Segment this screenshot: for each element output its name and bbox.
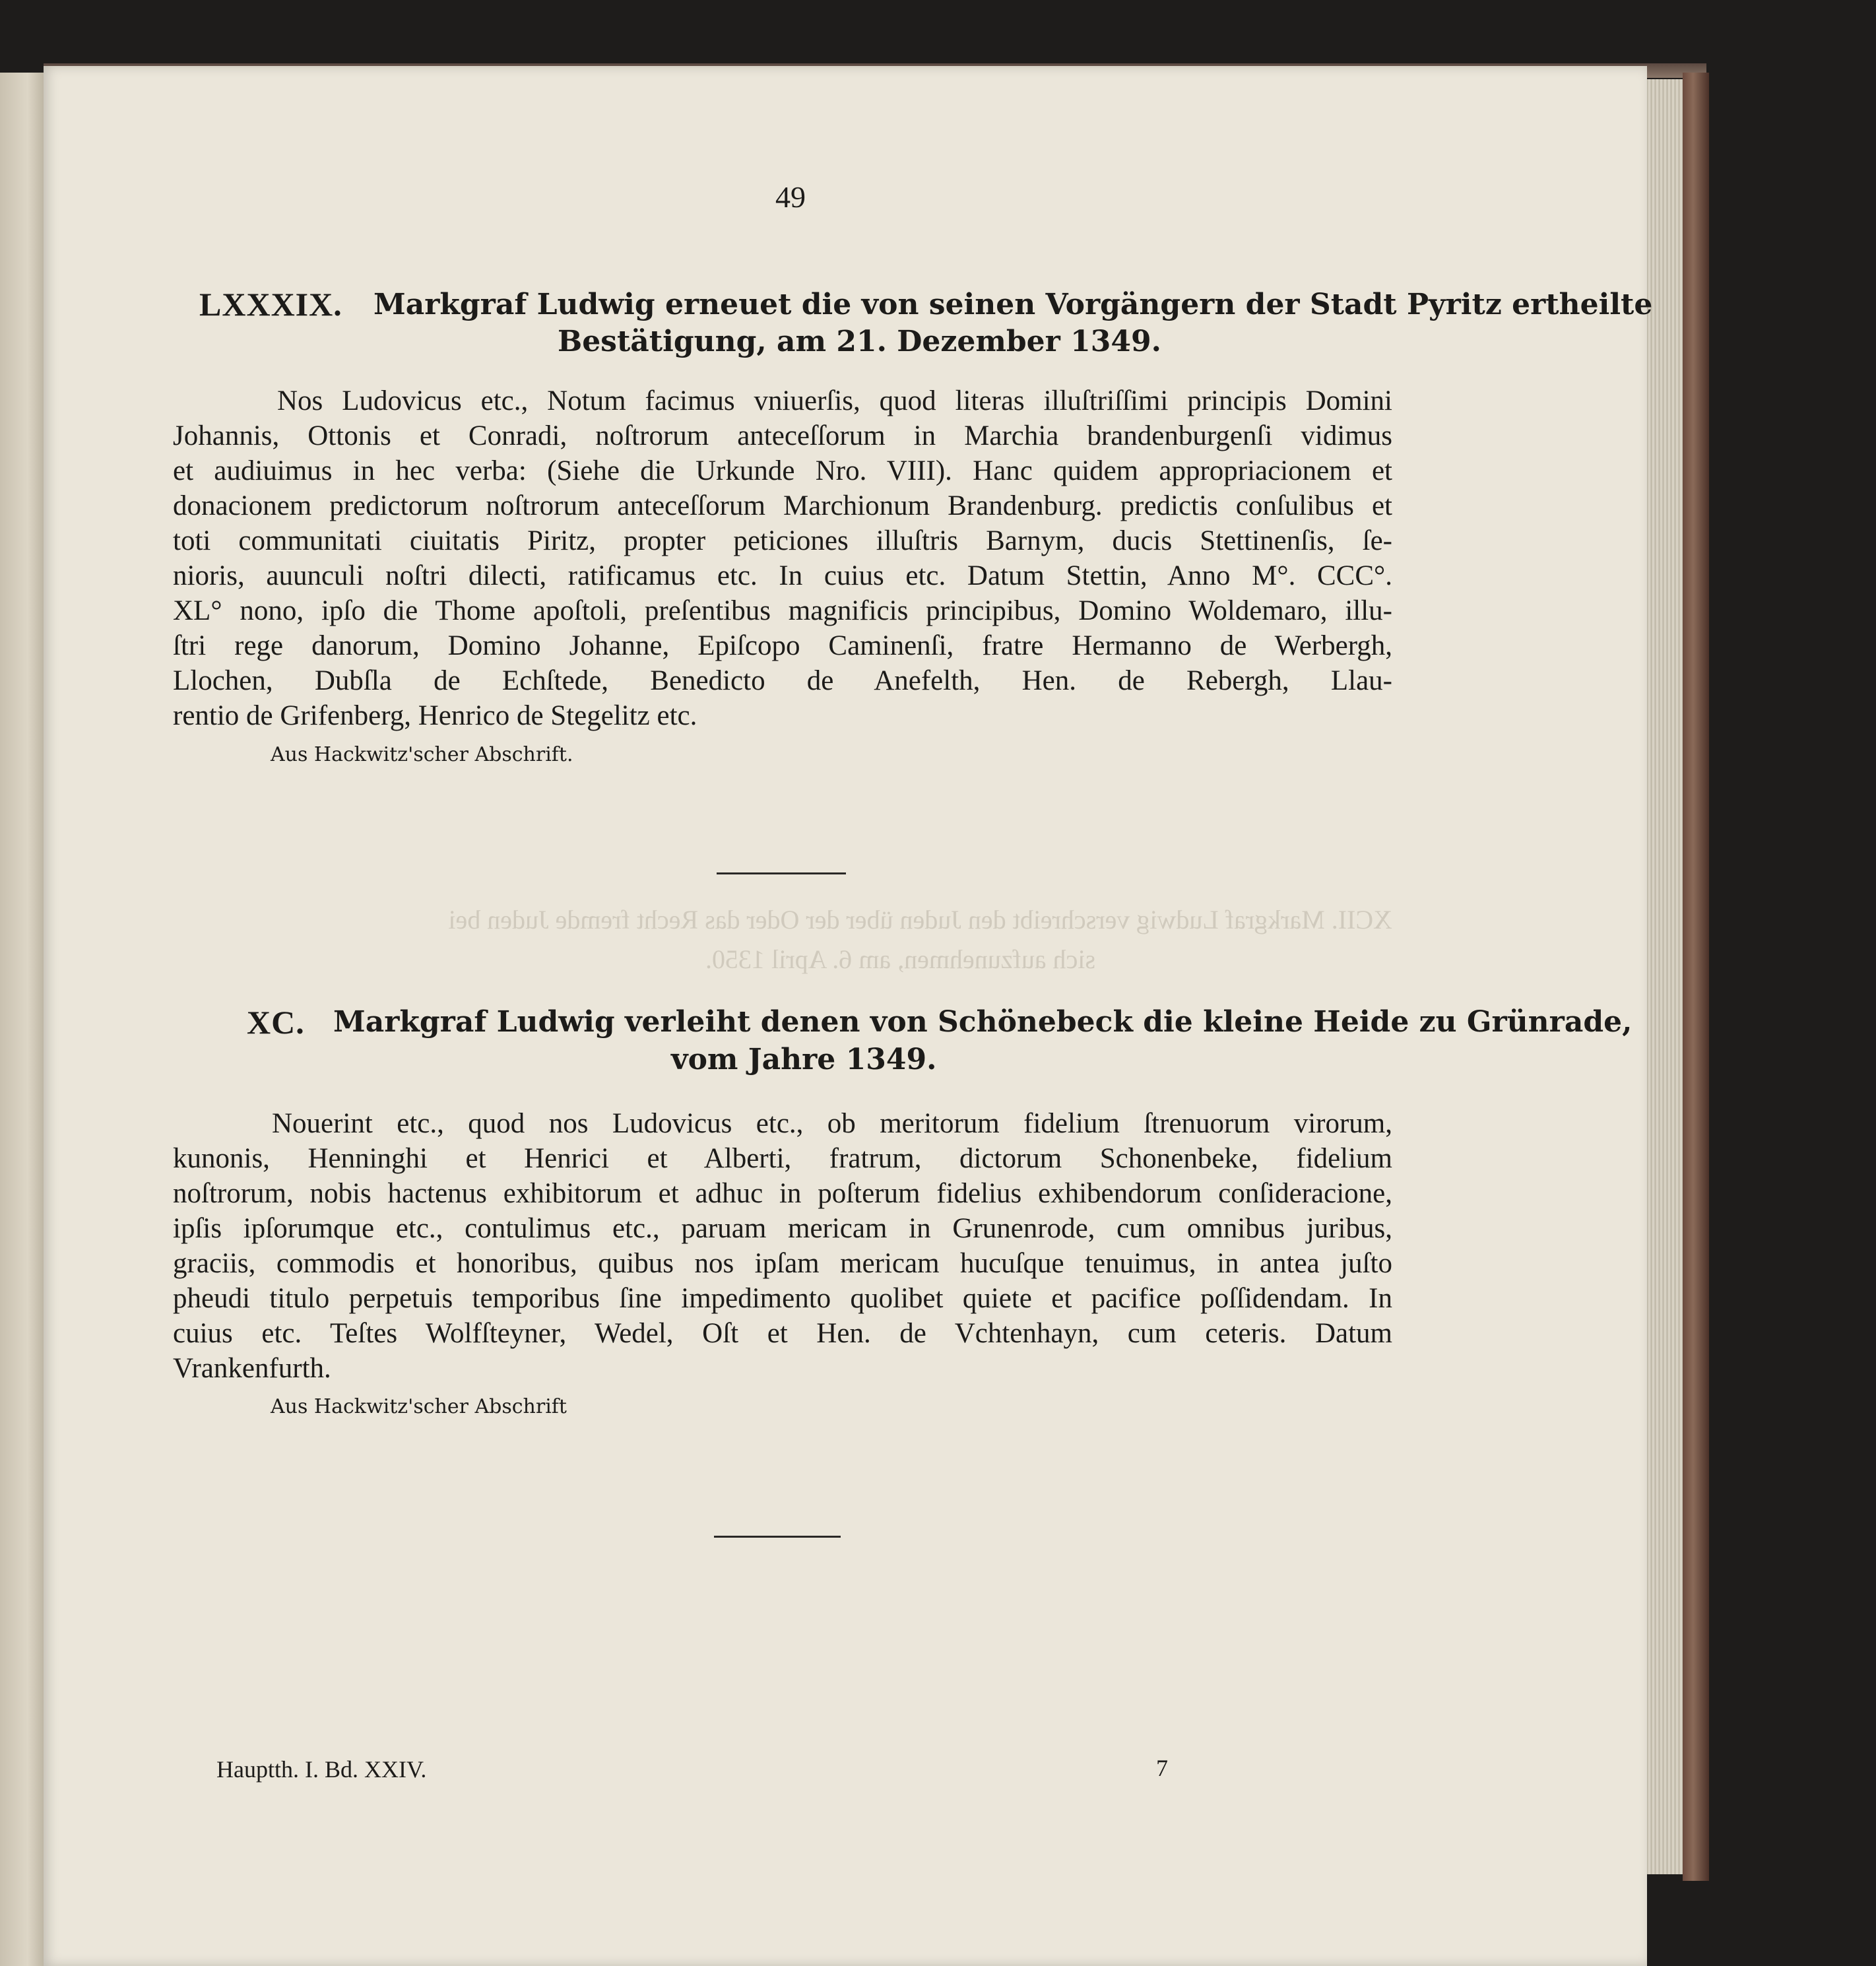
signature-number: 7 xyxy=(1156,1755,1168,1781)
document-number: XC. xyxy=(247,1004,305,1041)
document-title-continued: vom Jahre 1349. xyxy=(671,1043,937,1076)
body-line: Johannis, Ottonis et Conradi, noſtrorum anteceſſorum in Marchia brandenburgenſi vidimus xyxy=(173,420,1392,451)
document-title-continued: Bestätigung, am 21. Dezember 1349. xyxy=(558,325,1161,358)
page-number: 49 xyxy=(775,180,806,214)
bleed-through-text: XCII. Markgraf Ludwig verschreibt den Juden über der Oder das Recht fremde Juden bei xyxy=(448,905,1392,934)
source-note: Aus Hackwitz'scher Abschrift xyxy=(271,1395,567,1418)
body-line: pheudi titulo perpetuis temporibus ſine impedimento quolibet quiete et pacifice poſſidendam. In xyxy=(173,1283,1392,1314)
document-title: Markgraf Ludwig verleiht denen von Schönebeck die kleine Heide zu Grünrade, xyxy=(333,1005,1633,1039)
signature-mark: Hauptth. I. Bd. XXIV. xyxy=(216,1756,427,1783)
body-line: nioris, auunculi noſtri dilecti, ratificamus etc. In cuius etc. Datum Stettin, Anno M°. CCC°. xyxy=(173,560,1392,591)
body-line: donacionem predictorum noſtrorum anteceſſorum Marchionum Brandenburg. predictis conſulibus et xyxy=(173,490,1392,521)
body-line: Vrankenfurth. xyxy=(173,1353,331,1384)
bleed-through-text: sich aufzunehmen, am 6. April 1350. xyxy=(705,944,1095,974)
source-note: Aus Hackwitz'scher Abschrift. xyxy=(271,743,573,766)
body-line: XL° nono, ipſo die Thome apoſtoli, preſentibus magnificis principibus, Domino Woldemaro, illu- xyxy=(173,595,1392,626)
book-cover-edge xyxy=(1683,73,1709,1881)
body-line: kunonis, Henninghi et Henrici et Alberti, fratrum, dictorum Schonenbeke, fidelium xyxy=(173,1143,1392,1174)
body-line: cuius etc. Teſtes Wolfſteyner, Wedel, Oſt et Hen. de Vchtenhayn, cum ceteris. Datum xyxy=(173,1318,1392,1349)
body-line: Nos Ludovicus etc., Notum facimus vniuerſis, quod literas illuſtriſſimi principis Domini xyxy=(277,385,1392,416)
facing-page-edge xyxy=(0,73,46,1966)
body-line: noſtrorum, nobis hactenus exhibitorum et adhuc in poſterum fidelius exhibendorum conſideracione, xyxy=(173,1178,1392,1209)
body-line: ipſis ipſorumque etc., contulimus etc., paruam mericam in Grunenrode, cum omnibus juribus, xyxy=(173,1213,1392,1244)
body-line: Nouerint etc., quod nos Ludovicus etc., ob meritorum fidelium ſtrenuorum virorum, xyxy=(272,1108,1392,1139)
body-line: rentio de Grifenberg, Henrico de Stegelitz etc. xyxy=(173,700,697,731)
document-title: Markgraf Ludwig erneuet die von seinen Vorgängern der Stadt Pyritz ertheilte xyxy=(373,288,1653,321)
section-divider xyxy=(717,872,846,874)
body-line: Llochen, Dubſla de Echſtede, Benedicto de Anefelth, Hen. de Rebergh, Llau- xyxy=(173,665,1392,696)
document-number: LXXXIX. xyxy=(199,286,342,323)
section-divider xyxy=(714,1536,841,1538)
body-line: ſtri rege danorum, Domino Johanne, Epiſcopo Caminenſi, fratre Hermanno de Werbergh, xyxy=(173,630,1392,661)
body-line: graciis, commodis et honoribus, quibus nos ipſam mericam hucuſque tenuimus, in antea juſto xyxy=(173,1248,1392,1279)
body-line: toti communitati ciuitatis Piritz, propter peticiones illuſtris Barnym, ducis Stettinenſis, ſe- xyxy=(173,525,1392,556)
body-line: et audiuimus in hec verba: (Siehe die Urkunde Nro. VIII). Hanc quidem appropriacionem et xyxy=(173,455,1392,486)
